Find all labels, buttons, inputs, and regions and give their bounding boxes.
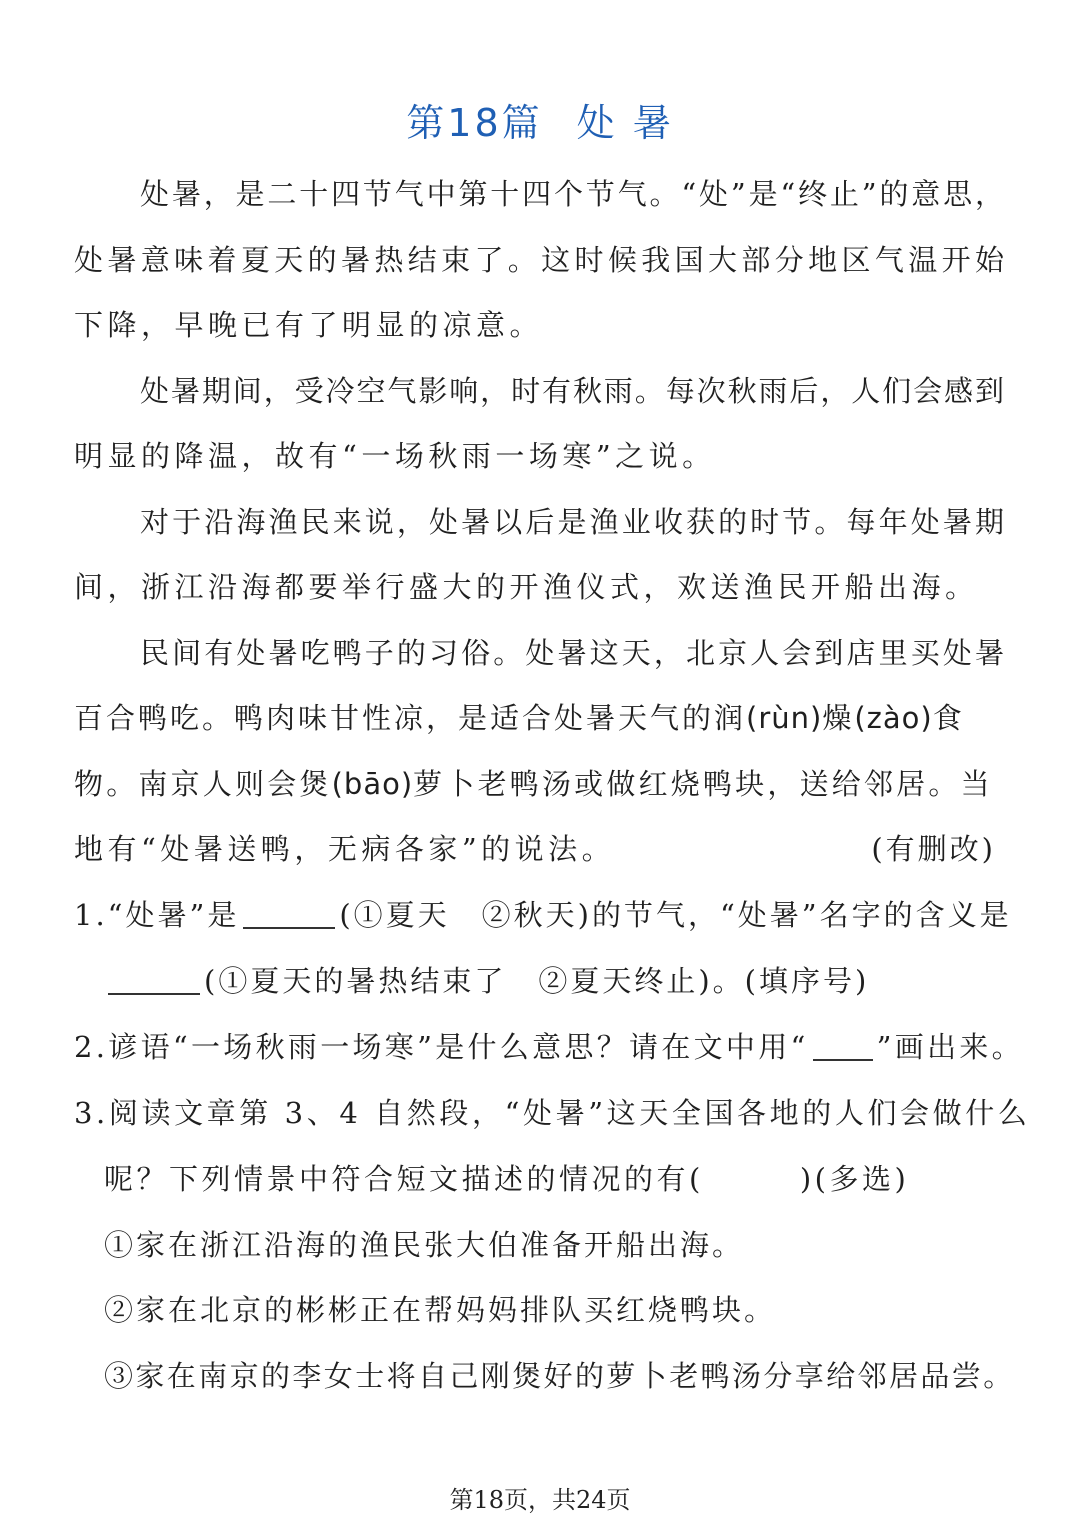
title-topic: 处 暑 xyxy=(576,101,674,145)
text-segment: 百合鸭吃。鸭肉味甘性凉，是适合处暑天气的润 xyxy=(74,701,747,735)
title-suffix: 篇 xyxy=(501,101,543,145)
question-text: (①夏天 ②秋天)的节气，“处暑”名字的含义是 xyxy=(339,898,1012,932)
passage-line: 明显的降温，故有“一场秋雨一场寒”之说。 xyxy=(74,439,716,473)
question-text: 2.谚语“一场秋雨一场寒”是什么意思？请在文中用“ xyxy=(74,1030,809,1064)
text-segment: 萝卜老鸭汤或做红烧鸭块，送给邻居。当 xyxy=(413,767,993,801)
question-2 xyxy=(74,1027,1024,1067)
page-title xyxy=(0,92,1080,147)
passage-line: 下降，早晚已有了明显的凉意。 xyxy=(74,308,544,342)
question-3-cont xyxy=(104,1159,1034,1199)
question-text: )(多选) xyxy=(799,1162,910,1196)
passage-line: 对于沿海渔民来说，处暑以后是渔业收获的时节。每年处暑期 xyxy=(140,505,1004,539)
text-segment: 食 xyxy=(932,701,965,735)
passage-line: 民间有处暑吃鸭子的习俗。处暑这天，北京人会到店里买处暑 xyxy=(140,636,1004,670)
passage-line: 地有“处暑送鸭，无病各家”的说法。 xyxy=(74,832,616,866)
option-item: ①家在浙江沿海的渔民张大伯准备开船出海。 xyxy=(104,1228,745,1262)
option-item: ③家在南京的李女士将自己刚煲好的萝卜老鸭汤分享给邻居品尝。 xyxy=(104,1359,1015,1393)
question-3: 3.阅读文章第 3、4 自然段，“处暑”这天全国各地的人们会做什么 xyxy=(74,1096,1031,1130)
question-text: 1.“处暑”是 xyxy=(74,898,240,932)
pinyin-annotation: (rùn) xyxy=(746,701,823,735)
answer-blank[interactable] xyxy=(243,897,335,929)
source-note: (有删改) xyxy=(871,832,996,866)
answer-blank[interactable] xyxy=(108,963,200,995)
underline-sample xyxy=(813,1029,873,1061)
text-segment: 燥 xyxy=(822,701,855,735)
question-1-cont xyxy=(104,961,1034,1001)
page-footer: 第18页，共24页 xyxy=(449,1486,631,1514)
passage-line: 间，浙江沿海都要举行盛大的开渔仪式，欢送渔民开船出海。 xyxy=(74,570,979,604)
passage-line xyxy=(74,764,1004,804)
question-1 xyxy=(74,895,1012,935)
title-number: 18 xyxy=(447,101,502,145)
passage-line: 处暑意味着夏天的暑热结束了。这时候我国大部分地区气温开始 xyxy=(74,243,1004,277)
option-item: ②家在北京的彬彬正在帮妈妈排队买红烧鸭块。 xyxy=(104,1293,777,1327)
question-text: (①夏天的暑热结束了 ②夏天终止)。(填序号) xyxy=(204,964,870,998)
text-segment: 物。南京人则会煲 xyxy=(74,767,332,801)
title-prefix: 第 xyxy=(406,101,448,145)
question-text: ”画出来。 xyxy=(876,1030,1024,1064)
passage-line: 处暑期间，受冷空气影响，时有秋雨。每次秋雨后，人们会感到 xyxy=(140,374,1004,408)
question-text: 呢？下列情景中符合短文描述的情况的有( xyxy=(104,1162,704,1196)
pinyin-annotation: (zào) xyxy=(854,701,933,735)
pinyin-annotation: (bāo) xyxy=(331,767,414,801)
passage-line: 处暑，是二十四节气中第十四个节气。“处”是“终止”的意思， xyxy=(140,177,1004,211)
passage-line xyxy=(74,698,1004,738)
